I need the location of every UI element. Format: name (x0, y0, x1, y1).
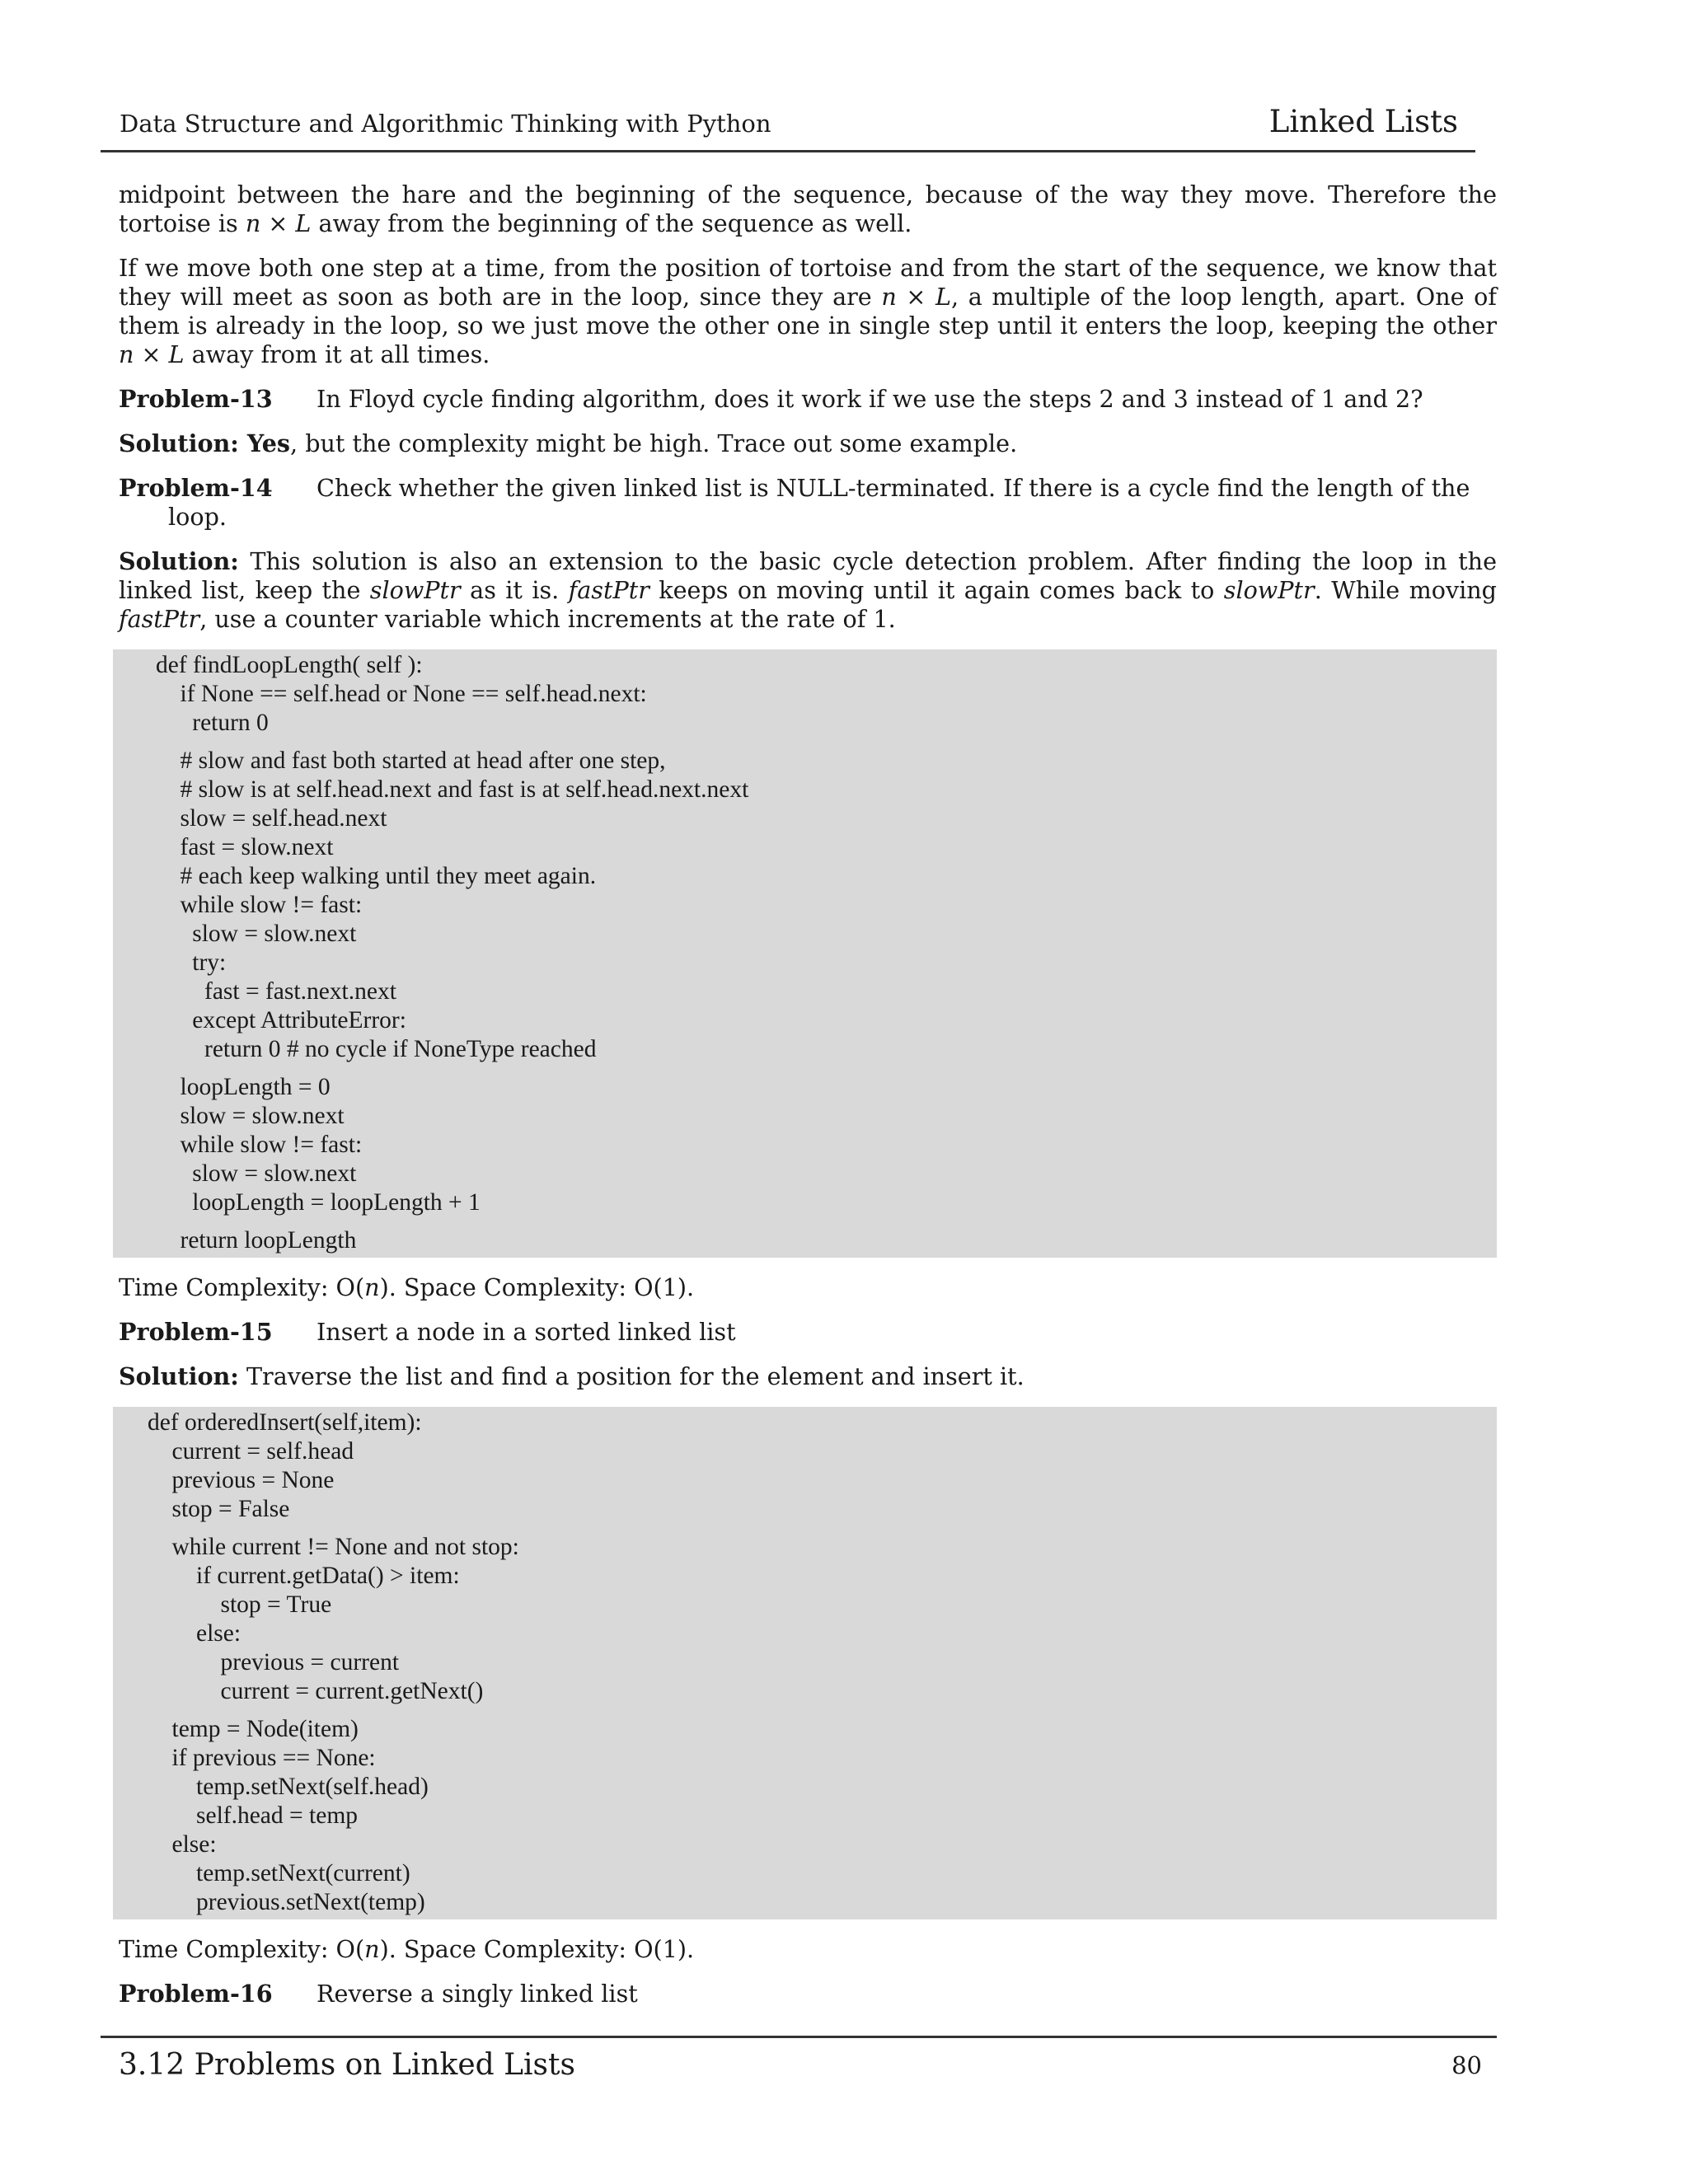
problem-13 (119, 385, 1497, 414)
text: ). Space Complexity: O(1). (379, 1935, 695, 1963)
code-line: if current.getData() > item: (148, 1563, 460, 1589)
complexity-note-2 (119, 1935, 1497, 1964)
code-block-ordered-insert (113, 1407, 1497, 1919)
solution-14 (119, 547, 1497, 634)
code-line: stop = True (148, 1591, 332, 1618)
page-body (119, 180, 1497, 2024)
code-line: except AttributeError: (156, 1007, 406, 1033)
page-footer (101, 2036, 1497, 2082)
code-line (148, 1706, 1497, 1715)
text: Time Complexity: O( (119, 1935, 365, 1963)
text: This solution is also an extension to the basic cycle detection problem. After finding the loop in the linked list, keep the (119, 547, 1497, 604)
problem-text: Insert a node in a sorted linked list (316, 1318, 736, 1346)
paragraph-loop-explanation (119, 254, 1497, 369)
code-line: previous.setNext(temp) (148, 1889, 425, 1915)
math: n (364, 1273, 380, 1301)
code-line: current = current.getNext() (148, 1678, 484, 1704)
code-line: while slow != fast: (156, 1132, 363, 1158)
text: , use a counter variable which increments at the rate of 1. (199, 605, 896, 633)
code-line: loopLength = 0 (156, 1074, 331, 1100)
solution-label: Solution: (119, 1362, 239, 1390)
code-line (156, 1064, 1497, 1073)
code-line: fast = fast.next.next (156, 978, 396, 1005)
code-line: current = self.head (148, 1438, 354, 1465)
page-header (101, 102, 1475, 152)
code-line: return loopLength (156, 1227, 357, 1254)
text: away from the beginning of the sequence as well. (311, 209, 912, 237)
problem-label: Problem-14 (119, 474, 273, 502)
code-line: slow = self.head.next (156, 805, 387, 832)
problem-label: Problem-15 (119, 1318, 273, 1346)
code-line: def orderedInsert(self,item): (148, 1409, 422, 1436)
chapter-title: Linked Lists (1268, 104, 1458, 139)
math: fastPtr (568, 576, 649, 604)
page-number: 80 (1451, 2051, 1482, 2079)
code-line: return 0 # no cycle if NoneType reached (156, 1036, 597, 1062)
code-line (148, 1524, 1497, 1533)
solution-label: Solution: Yes (119, 429, 291, 457)
problem-14 (119, 474, 1497, 532)
code-line: while current != None and not stop: (148, 1534, 519, 1560)
code-line: slow = slow.next (156, 921, 357, 947)
math: n × L (245, 209, 312, 237)
text: keeps on moving until it again comes back to (649, 576, 1224, 604)
code-line: previous = None (148, 1467, 335, 1493)
solution-text: Traverse the list and find a position for the element and insert it. (238, 1362, 1025, 1390)
text: . While moving (1314, 576, 1497, 604)
text: Time Complexity: O( (119, 1273, 365, 1301)
text: away from it at all times. (184, 340, 490, 368)
problem-16 (119, 1980, 1497, 2008)
solution-13 (119, 429, 1497, 458)
code-line: try: (156, 949, 227, 976)
code-line: loopLength = loopLength + 1 (156, 1189, 481, 1216)
code-line: stop = False (148, 1496, 290, 1522)
text: ). Space Complexity: O(1). (379, 1273, 695, 1301)
text: as it is. (460, 576, 569, 604)
code-line: return 0 (156, 710, 269, 736)
text: If we move both one step at a time, from the position of tortoise and from the start of the sequence, we know that they will meet as soon as both are in the loop, since they are (119, 254, 1497, 311)
math: fastPtr (119, 605, 200, 633)
code-line: if previous == None: (148, 1745, 376, 1771)
paragraph-intro (119, 180, 1497, 238)
code-line: while slow != fast: (156, 892, 363, 918)
code-line: previous = current (148, 1649, 400, 1675)
code-line: else: (148, 1831, 217, 1858)
book-title: Data Structure and Algorithmic Thinking with Python (120, 110, 771, 138)
code-line: if None == self.head or None == self.head.next: (156, 681, 647, 707)
solution-label: Solution: (119, 547, 239, 575)
code-line (156, 1217, 1497, 1226)
code-line: temp = Node(item) (148, 1716, 359, 1742)
code-line: def findLoopLength( self ): (156, 652, 423, 678)
code-line: fast = slow.next (156, 834, 334, 860)
code-line: # slow and fast both started at head after one step, (156, 748, 666, 774)
code-line: slow = slow.next (156, 1160, 357, 1187)
problem-text: In Floyd cycle finding algorithm, does it work if we use the steps 2 and 3 instead of 1 and 2? (316, 385, 1423, 413)
complexity-note-1 (119, 1273, 1497, 1302)
problem-label: Problem-16 (119, 1980, 273, 2008)
problem-label: Problem-13 (119, 385, 273, 413)
code-block-find-loop-length (113, 649, 1497, 1258)
math: slowPtr (369, 576, 461, 604)
problem-text: Reverse a singly linked list (316, 1980, 638, 2008)
solution-text: , but the complexity might be high. Trace out some example. (290, 429, 1018, 457)
math: n × L (881, 283, 951, 311)
solution-15 (119, 1362, 1497, 1391)
text: midpoint between the hare and the beginning of the sequence, because of the way they move. Therefore the tortoise is (119, 180, 1497, 237)
code-line: slow = slow.next (156, 1103, 345, 1129)
math: n (364, 1935, 380, 1963)
problem-text: Check whether the given linked list is NULL-terminated. If there is a cycle find the length of the (316, 474, 1470, 502)
code-line: self.head = temp (148, 1802, 359, 1829)
code-line: else: (148, 1620, 241, 1647)
code-line: temp.setNext(current) (148, 1860, 410, 1886)
code-line: temp.setNext(self.head) (148, 1774, 429, 1800)
code-line: # slow is at self.head.next and fast is at self.head.next.next (156, 776, 749, 803)
code-line: # each keep walking until they meet again. (156, 863, 597, 889)
text: , a multiple of the loop length, apart. One of them is already in the loop, so we just move the other one in single step until it enters the loop, keeping the other (119, 283, 1497, 340)
section-title: 3.12 Problems on Linked Lists (119, 2048, 575, 2082)
math: n × L (119, 340, 185, 368)
problem-15 (119, 1318, 1497, 1347)
code-line (156, 738, 1497, 747)
problem-text-continued: loop. (168, 503, 227, 531)
math: slowPtr (1223, 576, 1315, 604)
